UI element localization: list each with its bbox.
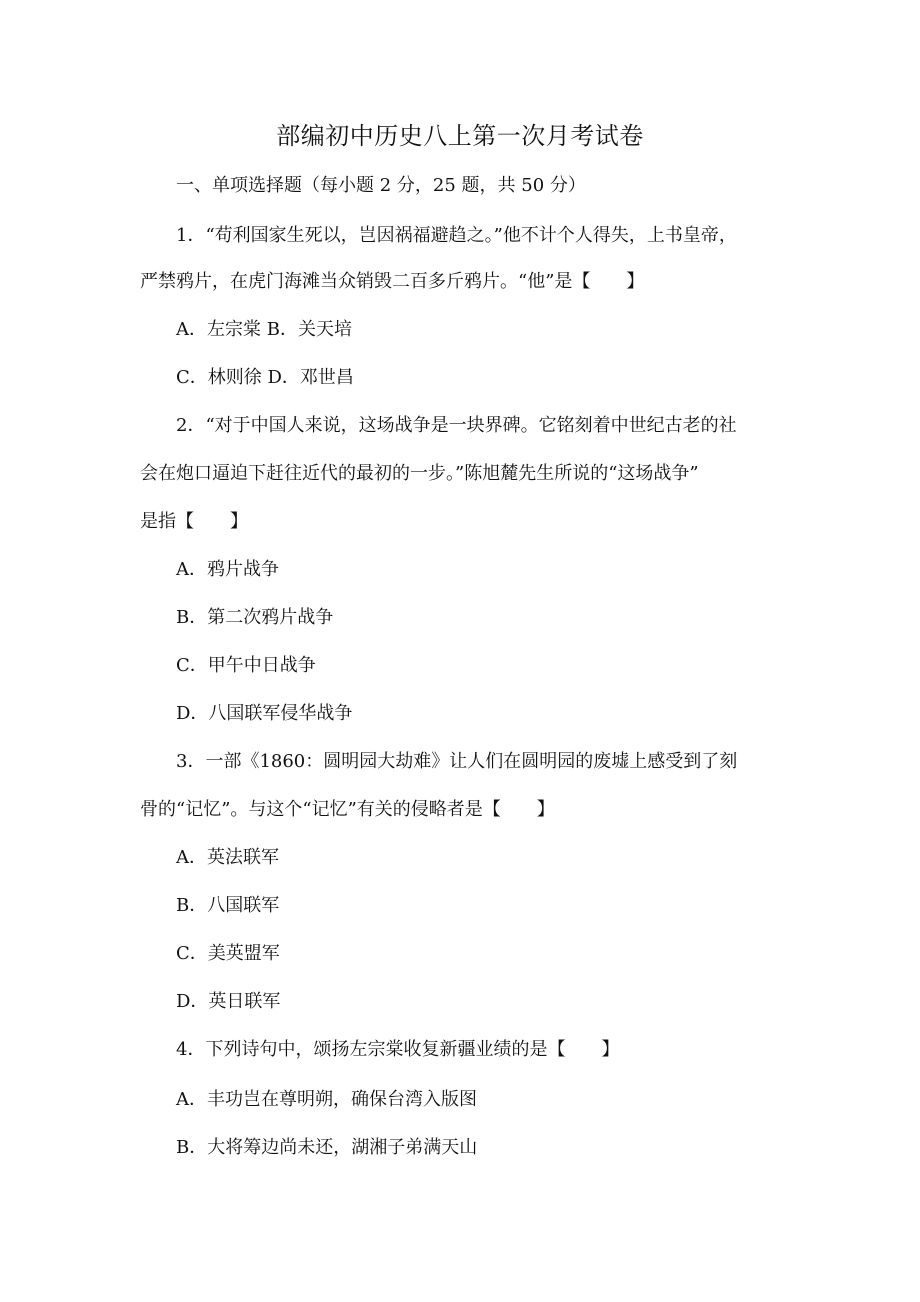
question-3-option-b: B．八国联军	[176, 895, 280, 916]
question-4-option-a: A．丰功岂在尊明朔，确保台湾入版图	[176, 1089, 477, 1110]
question-3-line-2: 骨的“记忆”。与这个“记忆”有关的侵略者是【 】	[140, 799, 555, 820]
question-2-line-1: 2．“对于中国人来说，这场战争是一块界碑。它铭刻着中世纪古老的社	[176, 415, 737, 436]
question-2-option-d: D．八国联军侵华战争	[176, 703, 353, 724]
question-1-options-cd: C．林则徐 D．邓世昌	[176, 367, 354, 388]
question-4-option-b: B．大将筹边尚未还，湖湘子弟满天山	[176, 1137, 478, 1158]
question-4-line-1: 4．下列诗句中，颂扬左宗棠收复新疆业绩的是【 】	[176, 1039, 620, 1060]
question-1-line-1: 1．“苟利国家生死以，岂因祸福避趋之。”他不计个人得失，上书皇帝，	[176, 225, 737, 246]
question-3-option-a: A．英法联军	[176, 847, 279, 868]
section-heading: 一、单项选择题（每小题 2 分，25 题，共 50 分）	[176, 175, 586, 196]
question-2-option-b: B．第二次鸦片战争	[176, 607, 334, 628]
exam-title: 部编初中历史八上第一次月考试卷	[276, 122, 644, 150]
question-1-options-ab: A．左宗棠 B．关天培	[176, 319, 352, 340]
question-3-line-1: 3．一部《1860：圆明园大劫难》让人们在圆明园的废墟上感受到了刻	[176, 751, 738, 772]
question-3-option-c: C．美英盟军	[176, 943, 280, 964]
question-2-option-c: C．甲午中日战争	[176, 655, 316, 676]
question-3-option-d: D．英日联军	[176, 991, 281, 1012]
question-2-option-a: A．鸦片战争	[176, 559, 279, 580]
question-1-line-2: 严禁鸦片，在虎门海滩当众销毁二百多斤鸦片。“他”是【 】	[140, 271, 645, 292]
question-2-line-3: 是指【 】	[140, 511, 248, 532]
question-2-line-2: 会在炮口逼迫下赶往近代的最初的一步。”陈旭麓先生所说的“这场战争”	[140, 463, 699, 484]
